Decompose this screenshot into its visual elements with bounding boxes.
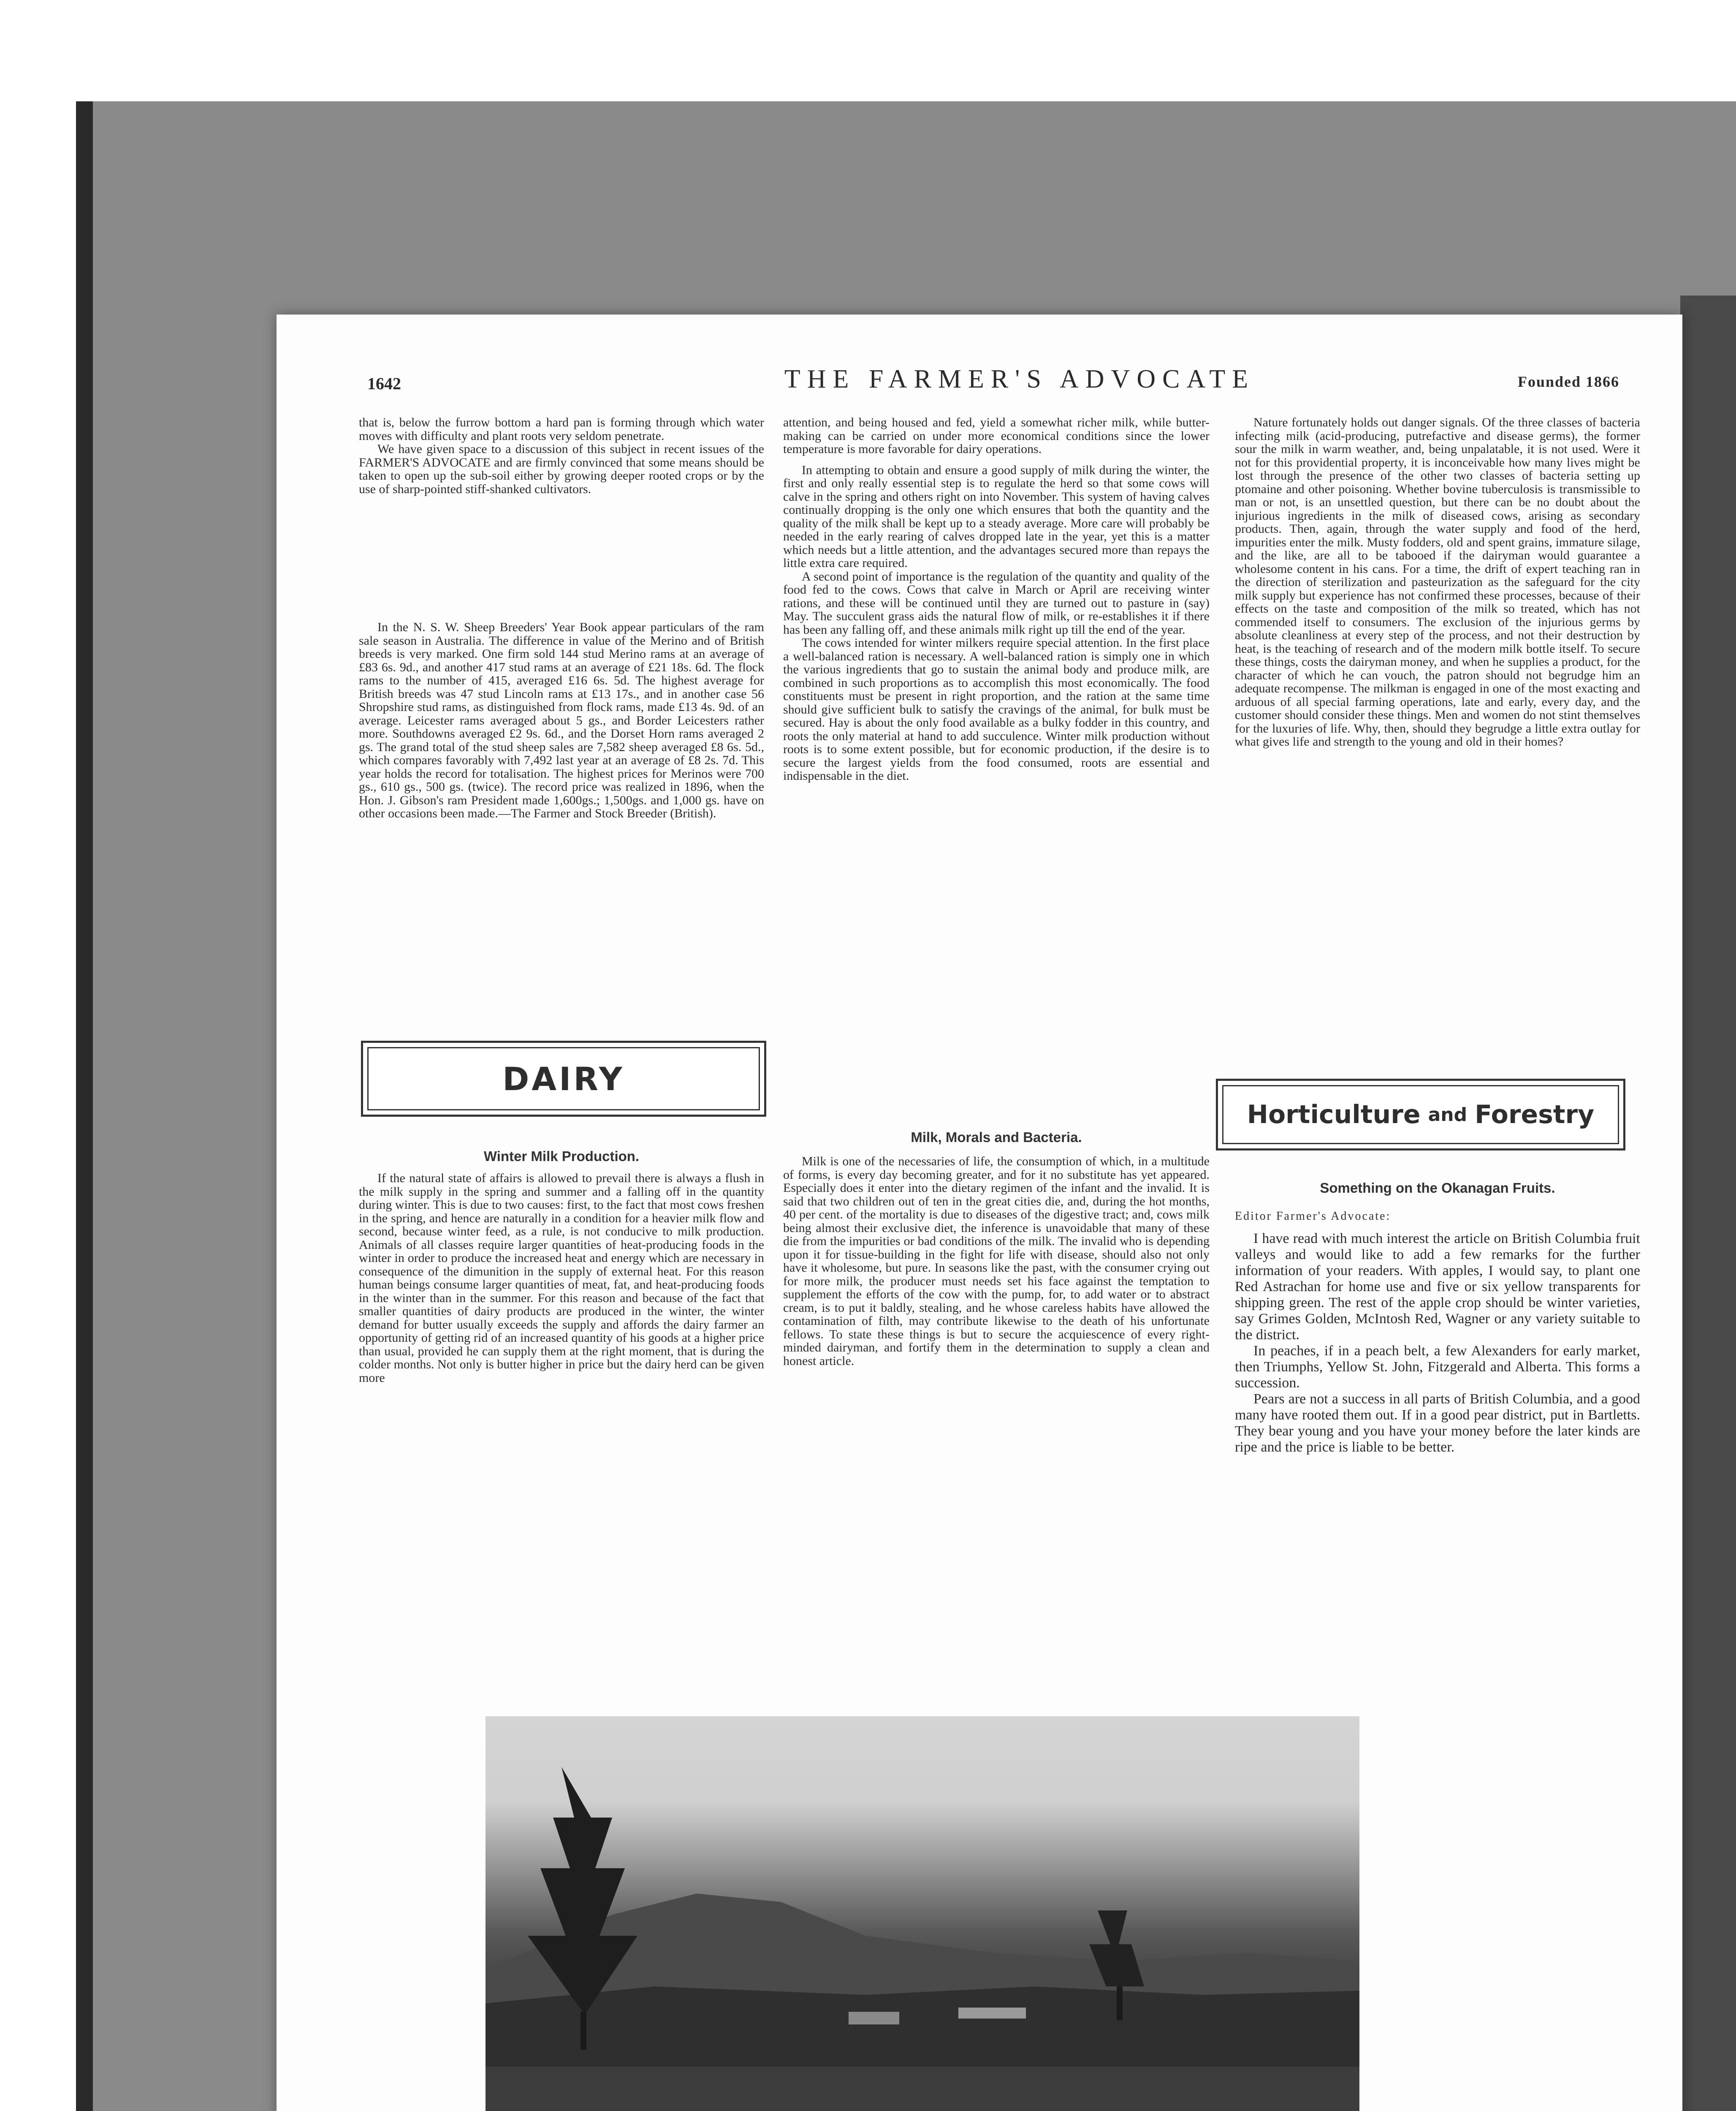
paragraph: Milk is one of the necessaries of life, the consumption of which, in a multitude of forms, is every day becoming greater, and for it no substitute has yet appeared. Especially does it enter into the dietary regimen of the infant and the invalid. It is said that two children out of ten in the great cities die, and, during the hot months, 40 per cent. of the mortality is due to diseases of the digestive tract; and, cows milk being almost their exclusive diet, the inference is unavoidable that many of these die from the impurities or bad conditions of the milk. The invalid who is depending upon it for tissue-building in the fight for life with disease, should also not only have it wholesome, but pure. In seasons like the past, with the consumer crying out for more milk, the producer must needs set his face against the temptation to supplement the efforts of the cow with the pump, for, to add water or to abstract cream, is to put it baldly, stealing, and he whose careless habits have allowed the contamination of filth, may contribute likewise to the death of his unfortunate fellows. To state these things is but to secure the acquiescence of every right-minded dairyman, and fortify them in the determination to supply a clean and honest article.: [783, 1154, 1210, 1368]
paragraph: I have read with much interest the article on British Columbia fruit valleys and would like to add a few remarks for the further information of your readers. With apples, I would say, to plant one Red Astrachan for home use and five or six yellow transparents for shipping green. The rest of the apple crop should be winter varieties, say Grimes Golden, McIntosh Red, Wagner or any variety suitable to the district.: [1235, 1231, 1640, 1343]
horticulture-section-banner: [1216, 1079, 1625, 1150]
horticulture-banner-label: [1222, 1085, 1619, 1144]
column-2-top: [783, 416, 1210, 783]
banner-word: and: [1428, 1104, 1467, 1126]
newspaper-page: [277, 315, 1682, 2111]
paragraph: that is, below the furrow bottom a hard pan is forming through which water moves with difficulty and plant roots very seldom penetrate.: [359, 415, 764, 443]
paragraph: In attempting to obtain and ensure a good supply of milk during the winter, the first and only really essential step is to regulate the herd so that some cows will calve in the spring and others right on into November. This system of having calves continually dropping is the only one which ensures that both the quantity and the quality of the milk shall be kept up to a steady average. More care will probably be needed in the early rearing of calves dropped late in the year, yet this is a matter which needs but a little attention, and the advantages secured more than repays the little extra care required.: [783, 463, 1210, 570]
winter-milk-heading: Winter Milk Production.: [483, 1148, 640, 1164]
dairy-banner-label: DAIRY: [367, 1047, 760, 1110]
paragraph: If the natural state of affairs is allowed to prevail there is always a flush in the milk supply in the spring and summer and a falling off in the quantity during winter. This is due to two causes: first, to the fact that most cows freshen in the spring, and hence are naturally in a condition for a heavier milk flow and second, because winter feed, as a rule, is not conducive to milk production. Animals of all classes require larger quantities of heat-producing foods in the winter in order to produce the increased heat and energy which are necessary in consequence of the dimunition in the supply of external heat. For this reason human beings consume larger quantities of meat, fat, and heat-producing foods in the winter than in the summer. For this reason and because of the fact that smaller quantities of dairy products are produced in the winter, the winter demand for butter usually exceeds the supply and affords the dairy farmer an opportunity of getting rid of an increased quantity of his goods at a higher price than usual, provided he can supply them at the right moment, that is during the colder months. Not only is butter higher in price but the dairy herd can be given more: [359, 1171, 764, 1385]
photo-illustration: [486, 1716, 1359, 2111]
paragraph: Nature fortunately holds out danger signals. Of the three classes of bacteria infecting milk (acid-producing, putrefactive and disease germs), the former sour the milk in warm weather, and, being unpalatable, it is not used. Were it not for this providential property, it is inconceivable how many lives might be lost through the presence of the other two classes of bacteria setting up ptomaine and other poisoning. Whether bovine tuberculosis is transmissible to man or not, is an unsettled question, but there can be no doubt about the injurious ingredients in the milk of diseased cows, arising as secondary products. Then, again, through the water supply and food of the herd, impurities enter the milk. Musty fodders, old and spent grains, immature silage, and the like, are all to be tabooed if the dairyman would guarantee a wholesome content in his cans. For a time, the drift of expert teaching ran in the direction of sterilization and pasteurization as the safeguard for the city milk supply but experience has not confirmed these processes, because of their effects on the taste and composition of the milk so treated, which has not commended itself to consumers. The exclusion of the injurious germs by absolute cleanliness at every step of the process, and not their destruction by heat, is the teaching of research and of the modern milk bottle itself. To secure these things, costs the dairyman money, and when he supplies a product, for the character of which he can vouch, the patron should not begrudge him an adequate recompense. The milkman is engaged in one of the most exacting and arduous of all special farming operations, late and early, every day, and the customer should consider these things. Men and women do not stint themselves for the luxuries of life. Why, then, should they begrudge a little extra outlay for what gives life and strength to the young and old in their homes?: [1235, 415, 1640, 749]
paragraph: attention, and being housed and fed, yield a somewhat richer milk, while butter-making can be carried on under more economical conditions since the lower temperature is more favorable for dairy operations.: [783, 415, 1210, 456]
scan-right-strip: [1680, 296, 1736, 2111]
column-1-top: [359, 416, 764, 496]
column-2-milk-article: [783, 1155, 1210, 1368]
scan-left-edge: [76, 101, 93, 2111]
column-1-winter-article: [359, 1172, 764, 1384]
column-1-sheep-article: [359, 621, 764, 820]
page-number: 1642: [367, 374, 401, 393]
column-3-top: [1235, 416, 1640, 749]
founded-note: Founded 1866: [1518, 373, 1620, 390]
paragraph: Pears are not a success in all parts of British Columbia, and a good many have rooted them out. If in a good pear district, put in Bartletts. They bear young and you have your money before the later kinds are ripe and the price is liable to be better.: [1235, 1391, 1640, 1455]
paragraph: In the N. S. W. Sheep Breeders' Year Book appear particulars of the ram sale season in Australia. The difference in value of the Merino and of British breeds is very marked. One firm sold 144 stud Merino rams at an average of £83 6s. 9d., and another 417 stud rams at an average of £21 18s. 6d. The flock rams to the number of 415, averaged £16 6s. 5d. The highest average for British breeds was 47 stud Lincoln rams at £13 17s., and in another case 56 Shropshire stud rams, as distinguished from flock rams, made £13 4s. 9d. of an average. Leicester rams averaged about 5 gs., and Border Leicesters rather more. Southdowns averaged £2 9s. 6d., and the Dorset Horn rams averaged 2 gs. The grand total of the stud sheep sales are 7,582 sheep averaged £8 6s. 5d., which compares favorably with 7,492 last year at an average of £8 2s. 7d. This year holds the record for totalisation. The highest prices for Merinos were 700 gs., 610 gs., 500 gs. (twice). The record price was realized in 1896, when the Hon. J. Gibson's ram President made 1,600gs.; 1,500gs. and 1,000 gs. have on other occasions been made.—The Farmer and Stock Breeder (British).: [359, 620, 764, 820]
milk-morals-heading: Milk, Morals and Bacteria.: [911, 1129, 1082, 1145]
paragraph: In peaches, if in a peach belt, a few Alexanders for early market, then Triumphs, Yellow St. John, Fitzgerald and Alberta. This forms a succession.: [1235, 1343, 1640, 1391]
dairy-section-banner: [361, 1041, 766, 1117]
paragraph: We have given space to a discussion of this subject in recent issues of the FARMER'S ADVOCATE and are firmly convinced that some means should be taken to open up the sub-soil either by growing deeper rooted crops or by the use of sharp-pointed stiff-shanked cultivators.: [359, 442, 764, 496]
paragraph: A second point of importance is the regulation of the quantity and quality of the food fed to the cows. Cows that calve in March or April are receiving winter rations, and these will be continued until they are turned out to pasture in (say) May. The succulent grass aids the natural flow of milk, or re-establishes it if there has been any falling off, and these animals milk right up till the end of the year.: [783, 569, 1210, 637]
column-3-okanagan-article: [1235, 1231, 1640, 1455]
banner-word: Horticulture: [1247, 1100, 1421, 1129]
paragraph: The cows intended for winter milkers require special attention. In the first place a well-balanced ration is necessary. A well-balanced ration is simply one in which the various ingredients that go to sustain the animal body and produce milk, are combined in such proportions as to accomplish this most economically. The food constituents must be present in right proportion, and the ration at the same time should give sufficient bulk to satisfy the cravings of the animal, for bulk must be secured. Hay is about the only food available as a bulky fodder in this country, and roots the only material at hand to add succulence. Winter milk production without roots is to some extent possible, but for economic production, if the desire is to secure the largest yields from the food consumed, roots are essential and indispensable in the diet.: [783, 636, 1210, 783]
orchard-photograph: [486, 1716, 1359, 2111]
masthead-title: THE FARMER'S ADVOCATE: [784, 365, 1255, 393]
editor-salutation: Editor Farmer's Advocate:: [1235, 1210, 1391, 1223]
okanagan-heading: Something on the Okanagan Fruits.: [1320, 1180, 1555, 1196]
banner-word: Forestry: [1475, 1100, 1595, 1129]
